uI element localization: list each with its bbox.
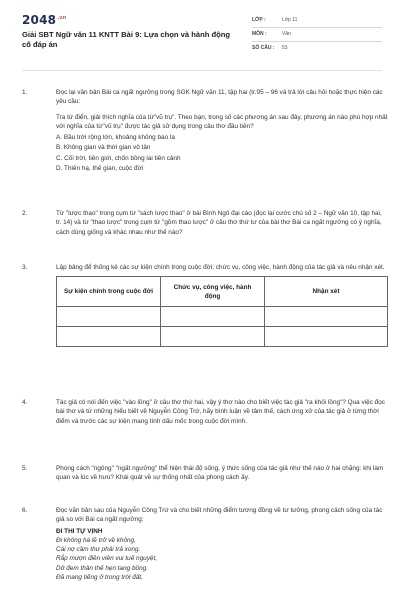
meta-value: Văn — [282, 31, 291, 37]
meta-label: SỐ CÂU : — [252, 45, 275, 51]
question-text: Tra từ điển, giải thích nghĩa của từ"vũ trụ". Theo bạn, trong số các phương án sau đây, phương án nào phù hợp nhất với nghĩa của từ"vũ trụ" được tác giả sử dụng trong câu thơ đầu tiên? — [56, 113, 388, 130]
question-number: 6. — [22, 507, 28, 514]
table-row — [57, 307, 388, 327]
question-body — [56, 398, 388, 428]
question-body — [56, 209, 388, 239]
meta-value: 53 — [282, 45, 288, 51]
table-cell[interactable] — [265, 307, 388, 327]
question-text: Từ "lược thao" trong cụm từ "sách lược thao" ở bài Bình Ngô đại cáo (đọc lại cước chú số 2 – Ngữ văn 10, tập hai, tr. 14) và từ "thao lược" trong cụm từ "gồm thao lược" ở câu thơ thứ tư của bài thơ Bài ca ngất ngưởng có ý nghĩa, cách dùng giống và khác nhau như thế nào? — [56, 210, 382, 236]
table-cell[interactable] — [57, 307, 161, 327]
question-text: Đọc lại văn bản Bài ca ngất ngưởng trong SGK Ngữ văn 11, tập hai (tr.95 – 96 và trả lời câu hỏi hoặc thực hiện các yêu cầu: — [56, 89, 383, 106]
table-header-row — [57, 277, 388, 307]
meta-info — [252, 14, 382, 56]
answer-option-c[interactable]: C. Cõi trời, tiên giới, chốn bồng lai tiên cảnh — [56, 154, 181, 162]
question-text: Tác giả có nói đến việc "vào lồng" ở câu thơ thứ hai, vậy ý thơ nào cho biết việc tác giả "ra khỏi lồng"? Qua việc đọc bài thơ và từ những hiểu biết về Nguyễn Công Trứ, hãy bình luận về tâm thế, cách ứng xử của tác giả ở từng thời điểm và trước các sự kiện mang tính dấu mốc trong cuộc đời mình. — [56, 399, 385, 425]
poem-line: Dở đem thân thế hẹn tang bồng. — [56, 564, 148, 572]
answer-option-b[interactable]: B. Không gian và thời gian vô tận — [56, 144, 151, 152]
table-cell[interactable] — [161, 327, 265, 347]
question-number: 5. — [22, 465, 28, 472]
answer-list — [56, 133, 388, 173]
meta-row-count — [252, 42, 382, 56]
meta-value: Lớp 11 — [282, 17, 298, 23]
header-divider — [22, 70, 382, 71]
meta-label: MÔN : — [252, 31, 267, 37]
question-text: Phong cách "ngông" "ngất ngưởng" thể hiện thái độ sống, ý thức sống của tác giả như thế nào ở hai chặng: khi làm quan và lúc về hưu? Khái quát về sự thống nhất của phong cách ấy. — [56, 465, 384, 482]
meta-row-class — [252, 14, 382, 28]
poem-title: ĐI THI TỰ VỊNH — [56, 527, 103, 535]
meta-label: LỚP : — [252, 17, 266, 23]
answer-option-d[interactable]: D. Thiên hạ, thế gian, cuộc đời — [56, 164, 144, 172]
question-number: 2. — [22, 210, 28, 217]
question-text: Lập bảng để thống kê các sự kiện chính trong cuộc đời; chức vụ, công việc, hành động của tác giả và nêu nhận xét. — [56, 264, 385, 271]
table-row — [57, 327, 388, 347]
table-cell[interactable] — [57, 327, 161, 347]
poem-line: Rắp mượn điền viên vui tuế nguyệt, — [56, 555, 157, 563]
events-table — [56, 276, 388, 347]
answer-option-a[interactable]: A. Bầu trời rộng lớn, khoảng không bao la — [56, 134, 175, 142]
poem-line: Đi không há lẽ trở về không, — [56, 536, 136, 544]
question-number: 1. — [22, 89, 28, 96]
header — [22, 12, 382, 62]
table-cell[interactable] — [161, 307, 265, 327]
table-header: Nhận xét — [265, 277, 388, 307]
meta-row-subject — [252, 28, 382, 42]
table-cell[interactable] — [265, 327, 388, 347]
question-number: 4. — [22, 399, 28, 406]
table-header: Sự kiện chính trong cuộc đời — [57, 277, 161, 307]
poem-line: Cái nợ cầm thư phải trả xong. — [56, 546, 141, 554]
logo-suffix: .vn — [57, 15, 67, 21]
question-body — [56, 506, 388, 582]
table-header: Chức vụ, công việc, hành động — [161, 277, 265, 307]
question-body — [56, 88, 388, 174]
question-body — [56, 263, 388, 347]
question-body — [56, 464, 388, 485]
question-text: Đọc văn bản sau của Nguyễn Công Trứ và cho biết những điểm tương đồng về tư tưởng, phong cách sống của tác giả so với Bài ca ngất ngưởng: — [56, 507, 383, 524]
question-number: 3. — [22, 264, 28, 271]
poem-line: Đã mang tiếng ở trong trời đất, — [56, 573, 143, 581]
page-title: Giải SBT Ngữ văn 11 KNTT Bài 9: Lựa chọn và hành động cố đáp án — [22, 30, 231, 50]
site-logo[interactable]: $2048^{.vn}$ — [22, 13, 67, 27]
